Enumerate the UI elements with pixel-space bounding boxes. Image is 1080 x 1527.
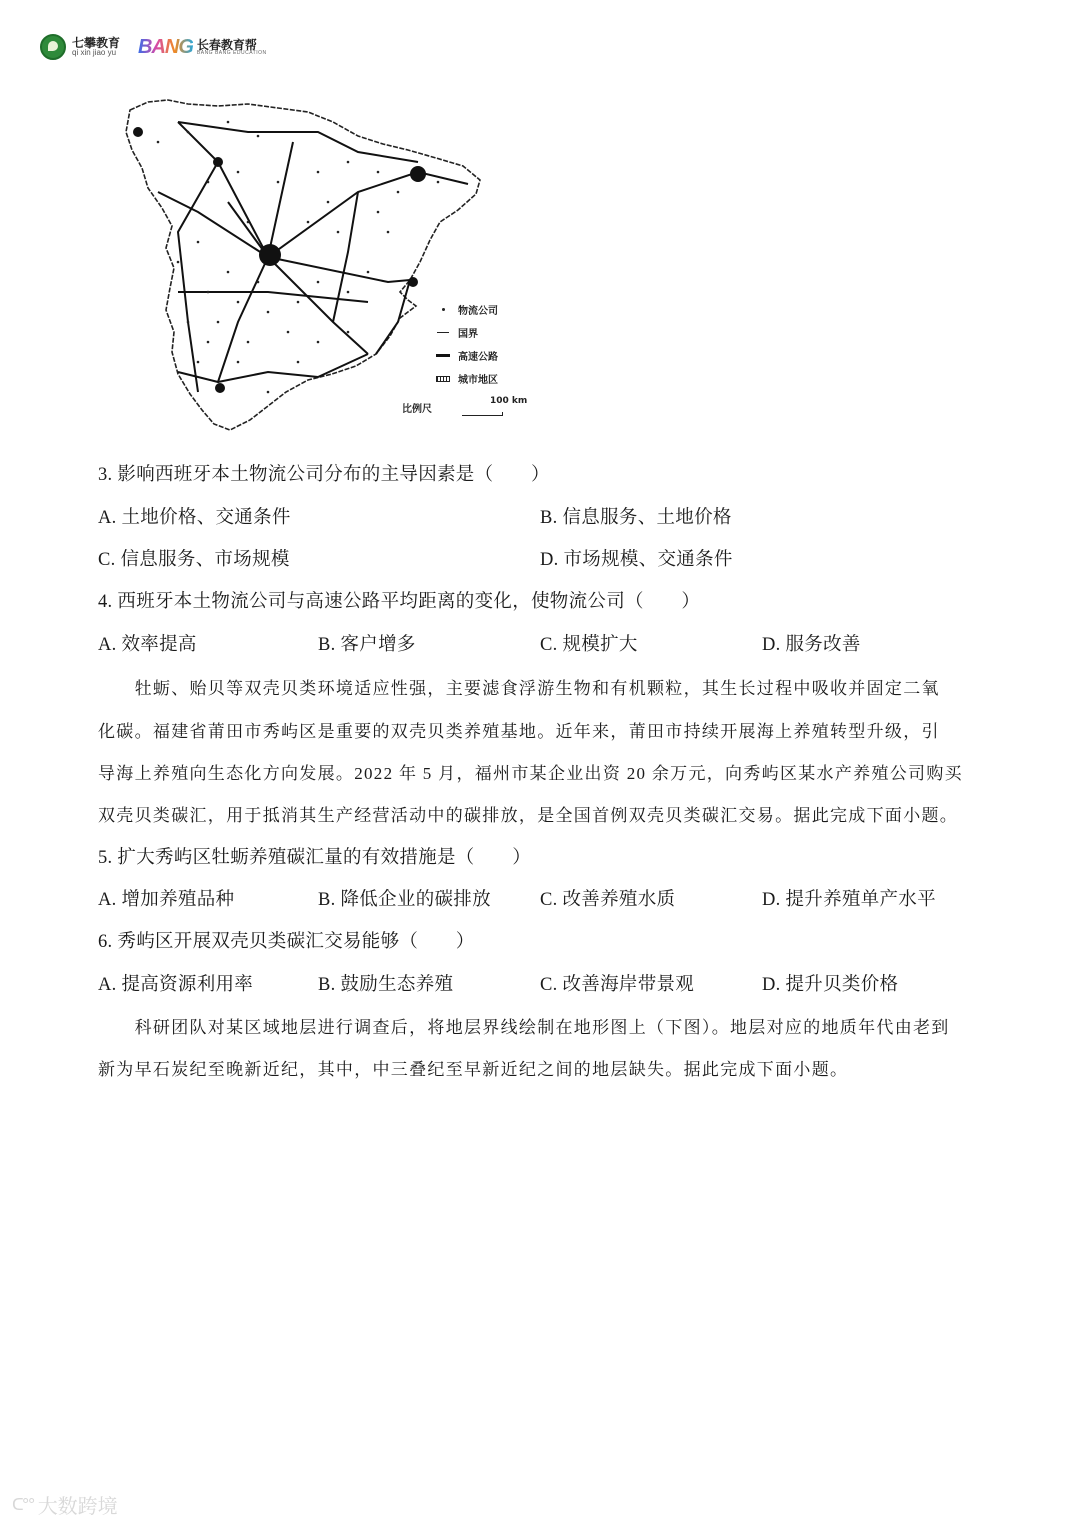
header-logos (40, 30, 267, 64)
map-legend (428, 298, 498, 390)
question-5-stem: 5. 扩大秀屿区牡蛎养殖碳汇量的有效措施是（ ） (98, 848, 532, 868)
q5-option-d: D. 提升养殖单产水平 (762, 890, 936, 910)
logo2-name: 长春教育帮 (196, 37, 257, 52)
q6-option-b: B. 鼓励生态养殖 (318, 975, 454, 995)
q4-option-a: A. 效率提高 (98, 635, 197, 655)
qixin-logo (40, 34, 120, 60)
legend-label: 高速公路 (458, 352, 498, 363)
scale-bar (462, 412, 503, 416)
passage-oyster-line: 化碳。福建省莆田市秀屿区是重要的双壳贝类养殖基地。近年来，莆田市持续开展海上养殖转型升级，引 (98, 722, 940, 741)
bang-mark: BANG (138, 35, 193, 58)
legend-label: 国界 (458, 329, 478, 340)
q4-option-c: C. 规模扩大 (540, 635, 638, 655)
q6-option-a: A. 提高资源利用率 (98, 975, 254, 995)
passage-oyster-line: 导海上养殖向生态化方向发展。2022 年 5 月，福州市某企业出资 20 余万元，向秀屿区某水产养殖公司购买 (98, 764, 963, 783)
q4-option-b: B. 客户增多 (318, 635, 416, 655)
q5-option-c: C. 改善养殖水质 (540, 890, 676, 910)
question-6-stem: 6. 秀屿区开展双壳贝类碳汇交易能够（ ） (98, 932, 475, 952)
watermark (12, 1490, 118, 1519)
q3-option-c: C. 信息服务、市场规模 (98, 550, 290, 570)
bang-logo (138, 36, 267, 59)
q3-option-b: B. 信息服务、土地价格 (540, 508, 732, 528)
scale-value: 100 km (490, 396, 528, 406)
question-4-stem: 4. 西班牙本土物流公司与高速公路平均距离的变化，使物流公司（ ） (98, 592, 701, 612)
legend-item (428, 367, 498, 390)
legend-label: 城市地区 (458, 375, 498, 386)
logo1-pinyin: qi xin jiao yu (72, 48, 117, 57)
q3-option-a: A. 土地价格、交通条件 (98, 508, 291, 528)
logistics-dot-icon (442, 308, 445, 311)
highway-line-icon (436, 354, 450, 357)
passage-strata-line: 新为早石炭纪至晚新近纪，其中，中三叠纪至早新近纪之间的地层缺失。据此完成下面小题。 (98, 1060, 849, 1079)
q5-option-b: B. 降低企业的碳排放 (318, 890, 491, 910)
passage-strata-line: 科研团队对某区域地层进行调查后，将地层界线绘制在地形图上（下图）。地层对应的地质年代由老到 (98, 1018, 950, 1037)
logo1-name: 七攀教育 (72, 36, 121, 50)
q5-option-a: A. 增加养殖品种 (98, 890, 235, 910)
legend-item (428, 298, 498, 321)
passage-oyster-line: 牡蛎、贻贝等双壳贝类环境适应性强，主要滤食浮游生物和有机颗粒，其生长过程中吸收并固定二氧 (98, 679, 940, 698)
watermark-text: 大数跨境 (37, 1494, 118, 1518)
urban-area-icon (436, 376, 450, 382)
logo2-en: BANG BANG EDUCATION (196, 49, 267, 56)
q4-option-d: D. 服务改善 (762, 635, 861, 655)
q3-option-d: D. 市场规模、交通条件 (540, 550, 733, 570)
q6-option-d: D. 提升贝类价格 (762, 975, 899, 995)
watermark-logo-icon: ᑕ°° (12, 1495, 34, 1514)
leaf-logo-icon (40, 34, 66, 60)
legend-item (428, 321, 498, 344)
legend-label: 物流公司 (458, 306, 498, 317)
border-line-icon (437, 332, 449, 334)
scale-label: 比例尺 (402, 404, 432, 415)
question-3-stem: 3. 影响西班牙本土物流公司分布的主导因素是（ ） (98, 465, 550, 485)
legend-item (428, 344, 498, 367)
q6-option-c: C. 改善海岸带景观 (540, 975, 695, 995)
passage-oyster-line: 双壳贝类碳汇，用于抵消其生产经营活动中的碳排放，是全国首例双壳贝类碳汇交易。据此完成下面小题。 (98, 806, 959, 825)
